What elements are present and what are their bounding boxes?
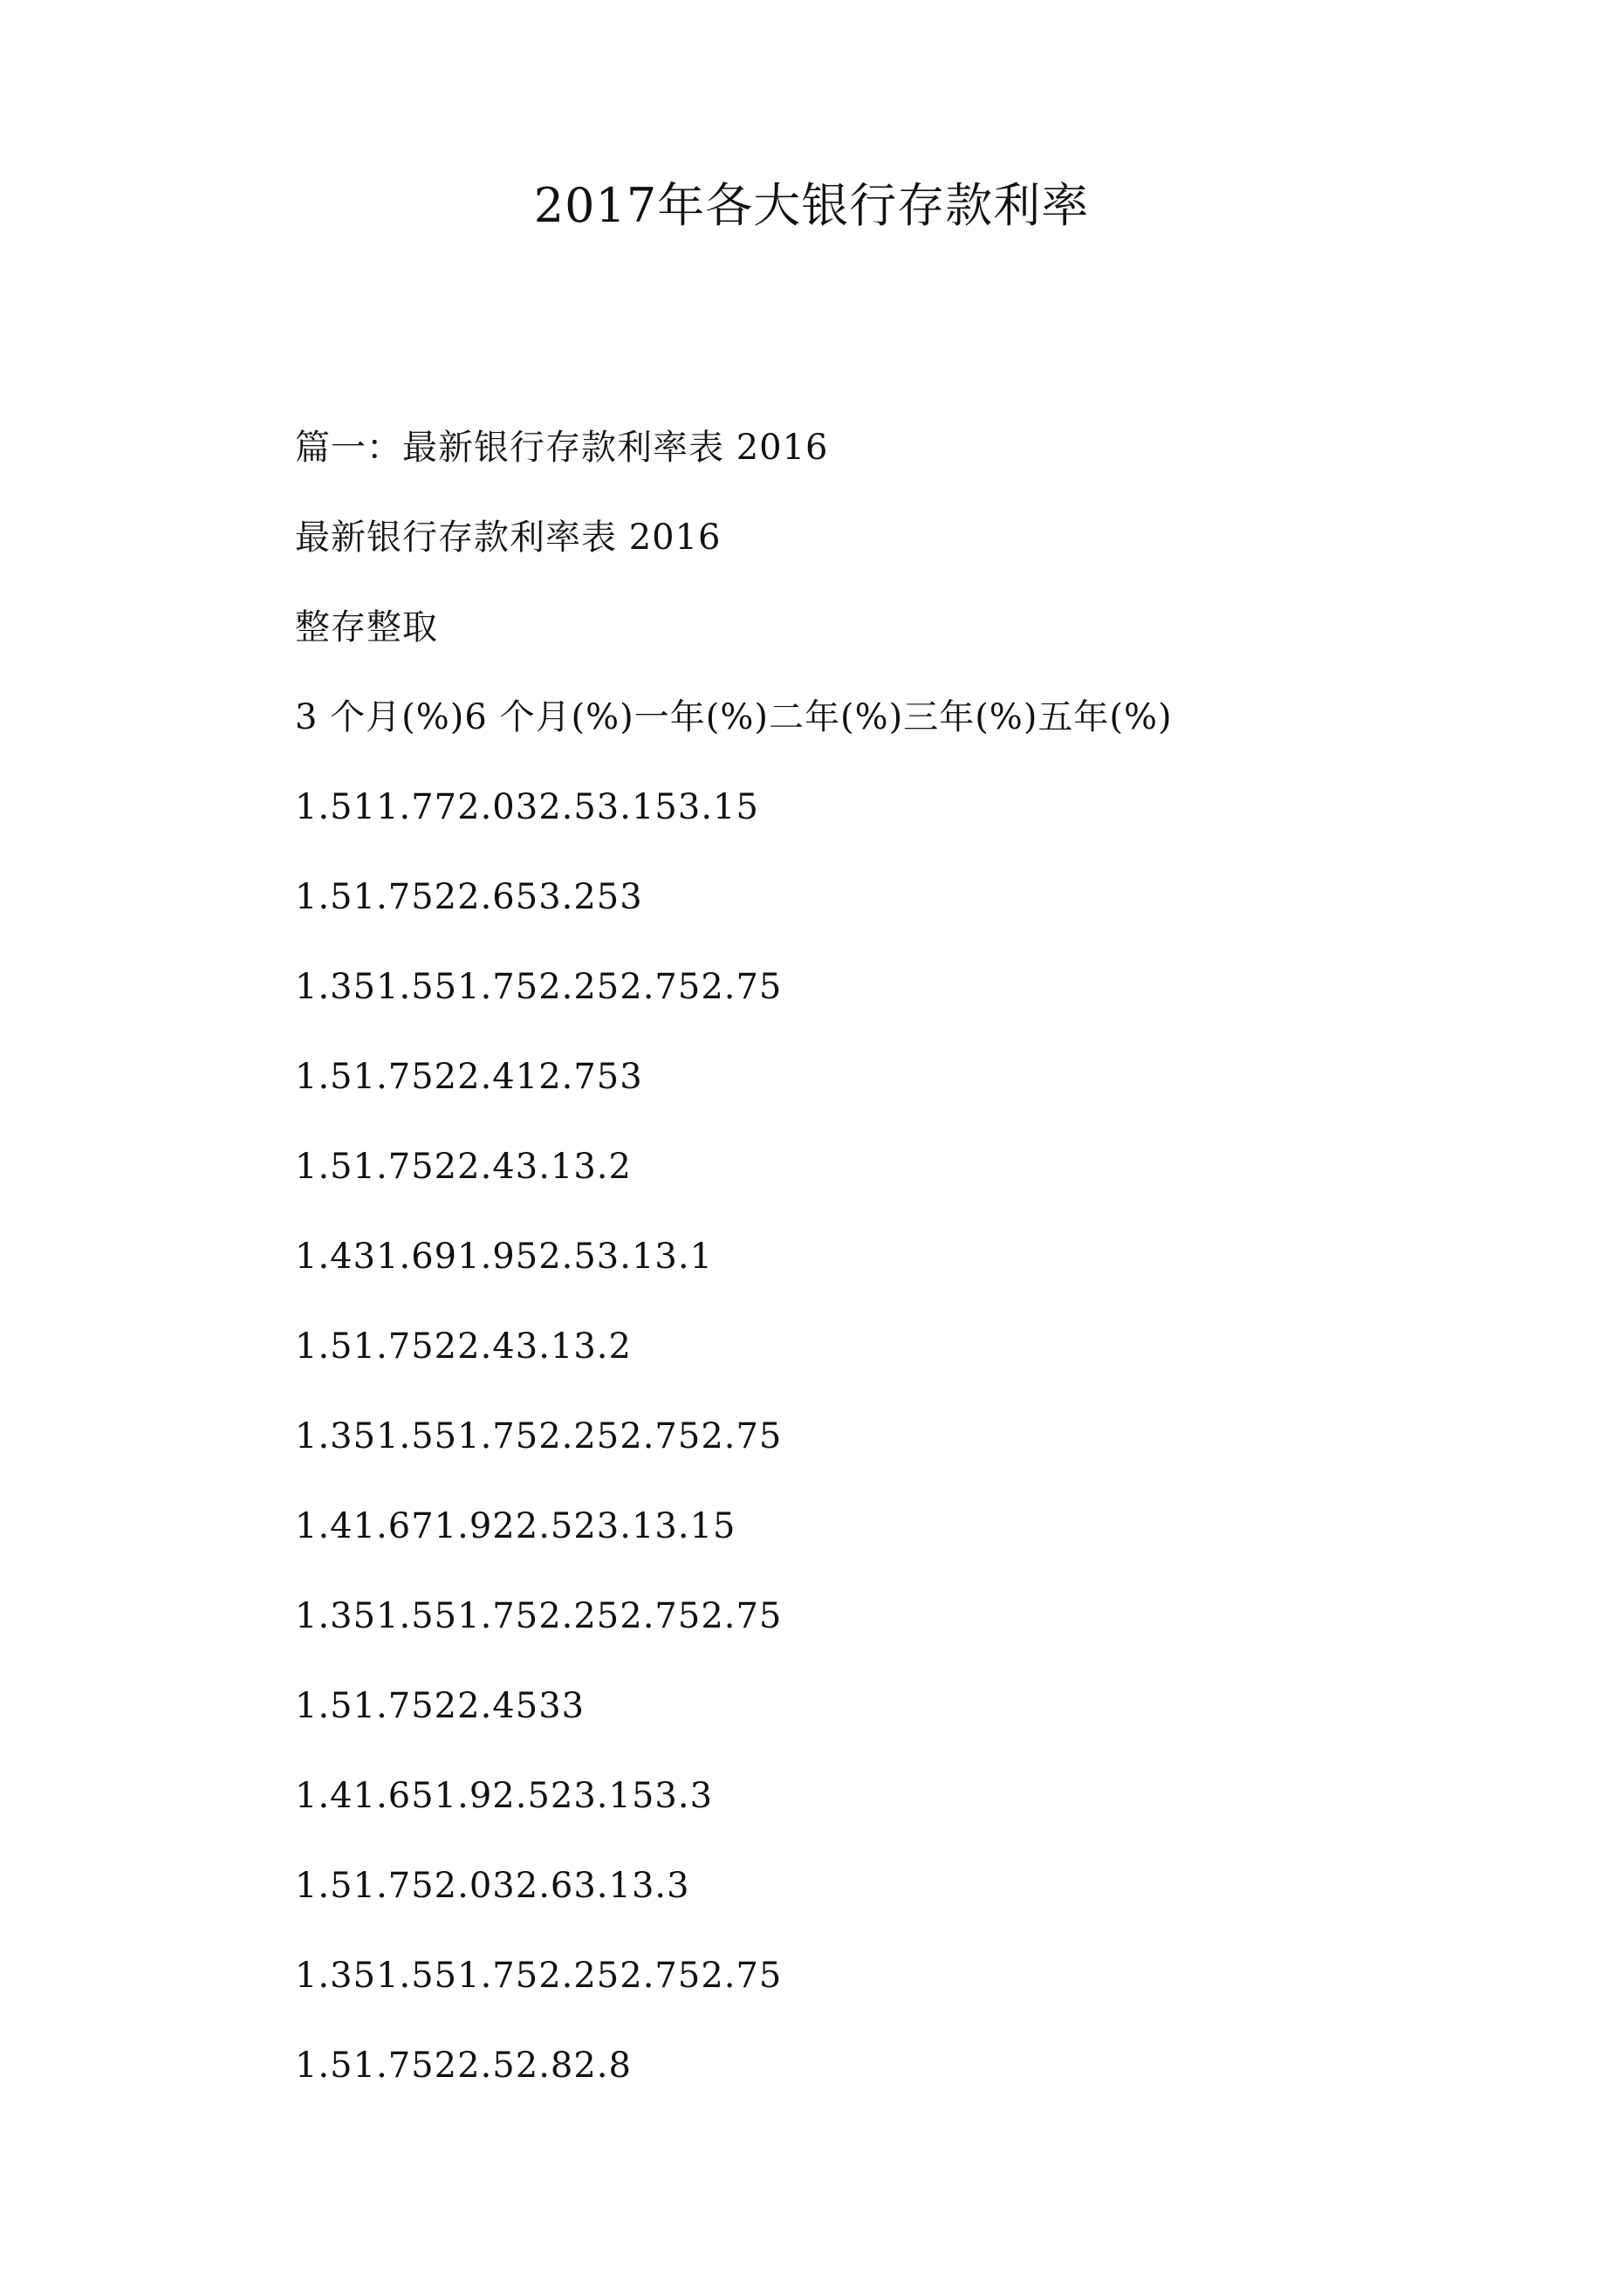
column-header: 3 个月(%)6 个月(%)一年(%)二年(%)三年(%)五年(%) — [295, 697, 1173, 737]
rate-row: 1.51.7522.412.753 — [295, 1057, 643, 1097]
rate-row: 1.51.7522.4533 — [295, 1686, 586, 1726]
rate-row: 1.351.551.752.252.752.75 — [295, 1416, 783, 1456]
rate-row: 1.41.651.92.523.153.3 — [295, 1776, 714, 1816]
rate-row: 1.51.7522.43.13.2 — [295, 1147, 632, 1187]
rate-row: 1.51.7522.653.253 — [295, 877, 643, 917]
rate-row: 1.41.671.922.523.13.15 — [295, 1506, 736, 1546]
rate-row: 1.351.551.752.252.752.75 — [295, 1956, 783, 1996]
section-heading: 篇一：最新银行存款利率表 2016 — [295, 428, 829, 468]
rate-row: 1.351.551.752.252.752.75 — [295, 967, 783, 1007]
rate-row: 1.351.551.752.252.752.75 — [295, 1596, 783, 1636]
rate-row: 1.51.7522.43.13.2 — [295, 1326, 632, 1367]
rate-row: 1.51.7522.52.82.8 — [295, 2046, 632, 2086]
table-title: 最新银行存款利率表 2016 — [295, 517, 722, 558]
rate-row: 1.431.691.952.53.13.1 — [295, 1237, 714, 1277]
document-title: 2017年各大银行存款利率 — [533, 178, 1090, 233]
document-body — [295, 403, 1517, 2111]
rate-row: 1.51.752.032.63.13.3 — [295, 1866, 690, 1906]
deposit-category: 整存整取 — [295, 607, 438, 648]
rate-row: 1.511.772.032.53.153.15 — [295, 787, 759, 827]
